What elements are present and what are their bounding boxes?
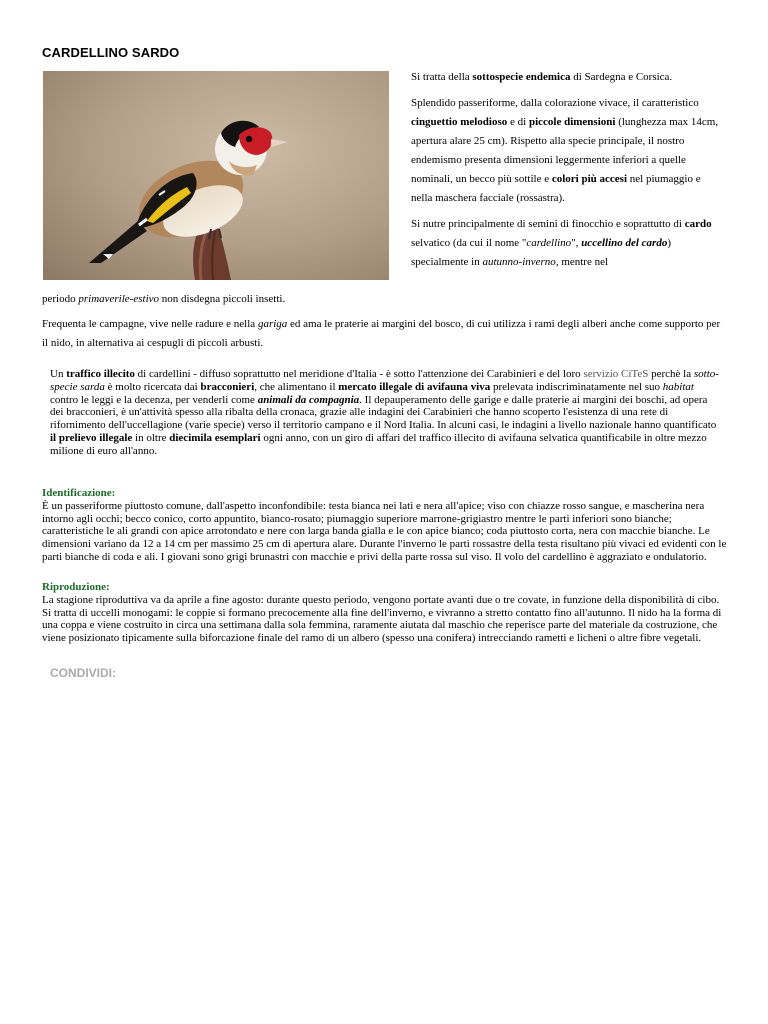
identification-text: È un passeriforme piuttosto comune, dall'aspetto inconfondibile: testa bianca nei lati e nera all'apice; viso con chiazze rosso sangue, e mascherina nera intorno agli occhi; becco conico, corto appuntito, bianco-rosato; piumaggio superiore marrone-grigiastro mentre le parti inferiori sono bianche; caratteristiche le ali grandi con apice arrotondato e nere con larga banda gialla e le con apice bianco; coda piuttosto corta, nera con macchie bianche. Le dimensioni variano da 12 a 14 cm per massimo 25 cm di apertura alare. Durante l'inverno le parti rossastre della testa risultano più vivaci ed evidenti con le parti bianche di coda e ali. I giovani sono grigi brunastri con macchie e privi della parte rossa sul viso. Il volo del cardellino è aggraziato e ondulatorio.	[42, 500, 727, 563]
habitat-text: ed ama le praterie ai margini del bosco, di cui utilizza i rami degli alberi anche come supporto per il nido, in alternativa ai cespugli di piccoli arbusti.	[42, 318, 721, 349]
diet-text: selvatico (da cui il nome "	[411, 237, 527, 249]
diet-text: periodo	[42, 293, 79, 305]
diet-text: ) specialmente in	[411, 237, 672, 268]
description-highlight: cinguettio melodioso	[411, 116, 508, 128]
identification-heading: Identificazione:	[42, 487, 116, 499]
traffic-text: , che alimentano il	[254, 380, 339, 393]
identification-section	[42, 486, 728, 564]
traffic-text: prelevata indiscriminatamente nel suo	[490, 380, 663, 393]
intro-column	[411, 68, 721, 279]
reproduction-section	[42, 580, 728, 645]
diet-highlight: cardo	[684, 218, 712, 230]
reproduction-heading: Riproduzione:	[42, 581, 110, 593]
diet-italic: primaverile-estivo	[78, 293, 160, 305]
traffic-highlight: animali da compagnia	[257, 393, 360, 406]
description-paragraph	[411, 94, 721, 208]
illegal-traffic-paragraph	[50, 368, 722, 458]
traffic-text: è molto ricercata dai	[104, 380, 201, 393]
diet-italic: autunno-inverno	[482, 256, 556, 268]
traffic-highlight: traffico illecito	[66, 368, 135, 380]
intro-highlight: sottospecie endemica	[472, 71, 571, 83]
description-highlight: colori più accesi	[551, 173, 627, 185]
goldfinch-photo	[43, 71, 389, 280]
traffic-text: . Il depauperamento delle garige e dalle praterie ai margini dei boschi, ad opera dei bracconieri, è un'attività spesso alla ribalta della cronaca, grazie alle indagini dei Carabinieri che hanno scoperto l'esistenza di una rete di rifornimento dell'uccellagione (varie specie) verso il territorio campano e il Nord Italia. In alcuni casi, le indagini a livello nazionale hanno quantificato	[50, 393, 717, 432]
description-text: e di	[507, 116, 529, 128]
diet-text: , mentre nel	[555, 256, 609, 268]
traffic-highlight: mercato illegale di avifauna viva	[338, 380, 491, 393]
habitat-paragraph	[42, 315, 728, 353]
traffic-italic: habitat	[662, 380, 694, 393]
description-text: Splendido passeriforme, dalla colorazione vivace, il caratteristico	[411, 97, 699, 109]
description-text: nel piumaggio e nella maschera facciale (rossastra).	[411, 173, 701, 204]
habitat-italic: gariga	[257, 318, 288, 330]
diet-continued-paragraph	[42, 290, 728, 309]
traffic-italic: sotto-specie sarda	[50, 368, 719, 393]
traffic-text: contro le leggi e la decenza, per venderli come	[50, 393, 258, 406]
reproduction-text: La stagione riproduttiva va da aprile a fine agosto: durante questo periodo, vengono portate avanti due o tre covate, in funzione della disponibilità di cibo. Si tratta di uccelli monogami: le coppie si formano precocemente alla fine dell'inverno, e vivranno a stretto contatto fino all'autunno. Il nido ha la forma di una coppa e viene costruito in circa una settimana dalla sola femmina, raramente aiutata dal maschio che reperisce parte del materiale da costruzione, che viene posizionato tipicamente sulla biforcazione finale del ramo di un albero (spesso una conifera) intrecciando rametti e licheni o altre fibre vegetali.	[42, 594, 722, 645]
description-highlight: piccole dimensioni	[528, 116, 616, 128]
intro-text: di Sardegna e Corsica.	[570, 71, 673, 83]
traffic-highlight: diecimila esemplari	[169, 431, 261, 444]
traffic-text: in oltre	[132, 431, 170, 444]
diet-paragraph	[411, 215, 721, 272]
traffic-text: Un	[50, 368, 67, 380]
description-text: (lunghezza max 14cm, apertura alare 25 cm). Rispetto alla specie principale, il nostro endemismo presenta dimensioni leggermente inferiori a quelle nominali, un becco più sottile e	[411, 116, 719, 185]
traffic-text: di cardellini - diffuso soprattutto nel meridione d'Italia - è sotto l'attenzione dei Carabinieri e del loro	[134, 368, 584, 380]
intro-paragraph	[411, 68, 721, 87]
diet-highlight: uccellino del cardo	[581, 237, 668, 249]
diet-italic: cardellino	[526, 237, 572, 249]
page-title: CARDELLINO SARDO	[42, 45, 180, 60]
traffic-highlight: il prelievo illegale	[50, 431, 133, 444]
cites-service-link[interactable]: servizio CiTeS	[583, 368, 649, 380]
diet-text: non disdegna piccoli insetti.	[159, 293, 286, 305]
traffic-highlight: bracconieri	[200, 380, 255, 393]
habitat-text: Frequenta le campagne, vive nelle radure e nella	[42, 318, 258, 330]
diet-text: Si nutre principalmente di semini di finocchio e soprattutto di	[411, 218, 685, 230]
traffic-text: ogni anno, con un giro di affari del traffico illecito di avifauna selvatica quantificabile in oltre mezzo milione di euro all'anno.	[50, 431, 707, 457]
intro-text: Si tratta della	[411, 71, 473, 83]
traffic-text: perchè la	[648, 368, 694, 380]
diet-text: ",	[571, 237, 582, 249]
share-label: CONDIVIDI:	[50, 666, 116, 680]
